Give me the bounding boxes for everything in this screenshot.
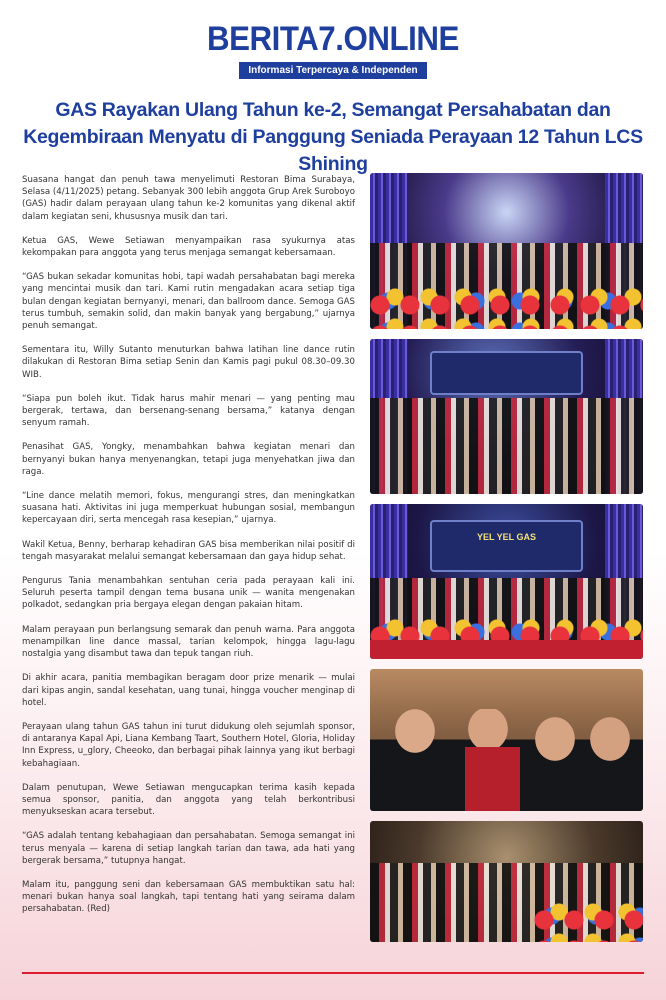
paragraph: Malam itu, panggung seni dan kebersamaan GAS membuktikan satu hal: menari bukan hanya soal langkah, tapi tentang hati yang seirama dalam persahabatan. (Red) bbox=[22, 879, 355, 915]
paragraph: Suasana hangat dan penuh tawa menyelimuti Restoran Bima Surabaya, Selasa (4/11/2025) petang. Sebanyak 300 lebih anggota Grup Arek Suroboyo (GAS) hadir dalam perayaan ulang tahun ke-2 komunitas yang dikenal aktif dalam kegiatan seni, khususnya musik dan tari. bbox=[22, 175, 355, 222]
stage-skirt bbox=[370, 640, 643, 659]
paragraph: “Line dance melatih memori, fokus, mengurangi stres, dan meningkatkan suasana hati. Aktivitas ini juga memperkuat hubungan sosial, membangun kepercayaan diri, serta mencegah rasa kesepian,” ujarnya. bbox=[22, 491, 355, 526]
red-shirt bbox=[465, 747, 520, 811]
site-tagline: Informasi Terpercaya & Independen bbox=[239, 62, 426, 79]
article-headline: GAS Rayakan Ulang Tahun ke-2, Semangat Persahabatan dan Kegembiraan Menyatu di Panggung Seniada Perayaan 12 Tahun LCS Shining bbox=[23, 99, 643, 175]
stage-screen bbox=[430, 351, 583, 394]
paragraph: Malam perayaan pun berlangsung semarak dan penuh warna. Para anggota menampilkan line dance massal, tarian kelompok, hingga lagu-lagu nostalgia yang disambut tawa dan tepuk tangan riuh. bbox=[22, 624, 355, 660]
paragraph: Di akhir acara, panitia membagikan beragam door prize menarik — mulai dari kipas angin, sandal kesehatan, uang tunai, hingga voucher menginap di hotel. bbox=[22, 673, 355, 708]
paragraph: “GAS bukan sekadar komunitas hobi, tapi wadah persahabatan bagi mereka yang mencintai musik dan tari. Kami rutin mengadakan acara setiap tiga bulan dengan kegiatan bernyanyi, menari, dan ballroom dance. Semoga GAS terus tumbuh, semakin solid, dan makin banyak yang bergabung,” ujarnya penuh semangat. bbox=[22, 272, 355, 332]
photo-group-cake bbox=[370, 173, 643, 329]
site-logo[interactable]: BERITA7.ONLINE bbox=[207, 20, 459, 58]
paragraph: Penasihat GAS, Yongky, menambahkan bahwa kegiatan menari dan bernyanyi bukan hanya menyenangkan, tetapi juga menyehatkan jiwa dan raga. bbox=[22, 442, 355, 477]
balloons-decoration bbox=[534, 900, 643, 942]
paragraph: “GAS adalah tentang kebahagiaan dan persahabatan. Semoga semangat ini terus menyala — karena di setiap langkah tarian dan tawa, ada hati yang bergerak bersama,” tutupnya hangat. bbox=[22, 831, 355, 866]
article-body bbox=[22, 174, 355, 928]
paragraph: Dalam penutupan, Wewe Setiawan mengucapkan terima kasih kepada semua sponsor, panitia, dan anggota yang telah berkontribusi menyukseskan acara tersebut. bbox=[22, 782, 355, 818]
paragraph: Ketua GAS, Wewe Setiawan menyampaikan rasa syukurnya atas kekompakan para anggota yang terus menjaga semangat kebersamaan. bbox=[22, 235, 355, 259]
stage-screen bbox=[430, 520, 583, 573]
paragraph: “Siapa pun boleh ikut. Tidak harus mahir menari — yang penting mau bergerak, tertawa, dan bersenang-senang bersama,” katanya dengan senyum ramah. bbox=[22, 393, 355, 429]
paragraph: Wakil Ketua, Benny, berharap kehadiran GAS bisa memberikan nilai positif di tengah masyarakat melalui semangat kebersamaan dan gaya hidup sehat. bbox=[22, 539, 355, 562]
masthead bbox=[0, 20, 666, 79]
photo-column bbox=[370, 173, 643, 952]
balloons-decoration bbox=[370, 285, 643, 329]
photo-performers bbox=[370, 504, 643, 659]
bottom-rule bbox=[22, 972, 644, 974]
stage-screen-title: YEL YEL GAS bbox=[476, 531, 536, 542]
paragraph: Sementara itu, Willy Sutanto menuturkan bahwa latihan line dance rutin dilakukan di Restoran Bima setiap Senin dan Kamis pagi pukul 08.30–09.30 WIB. bbox=[22, 345, 355, 380]
paragraph: Pengurus Tania menambahkan sentuhan ceria pada perayaan kali ini. Seluruh peserta tampil dengan tema busana unik — wanita mengenakan polkadot, sedangkan pria bergaya elegan dengan pakaian hitam. bbox=[22, 576, 355, 611]
paragraph: Perayaan ulang tahun GAS tahun ini turut didukung oleh sejumlah sponsor, di antaranya Kapal Api, Liana Kembang Taart, Southern Hotel, Gloria, Holiday Inn Express, u_glory, Cheeoko, dan berbagai pihak lainnya yang ikut berbagi kebahagiaan. bbox=[22, 721, 355, 769]
photo-stage-crowd bbox=[370, 339, 643, 494]
crowd-figures bbox=[370, 398, 643, 494]
photo-dance-floor bbox=[370, 821, 643, 942]
photo-four-men bbox=[370, 669, 643, 811]
